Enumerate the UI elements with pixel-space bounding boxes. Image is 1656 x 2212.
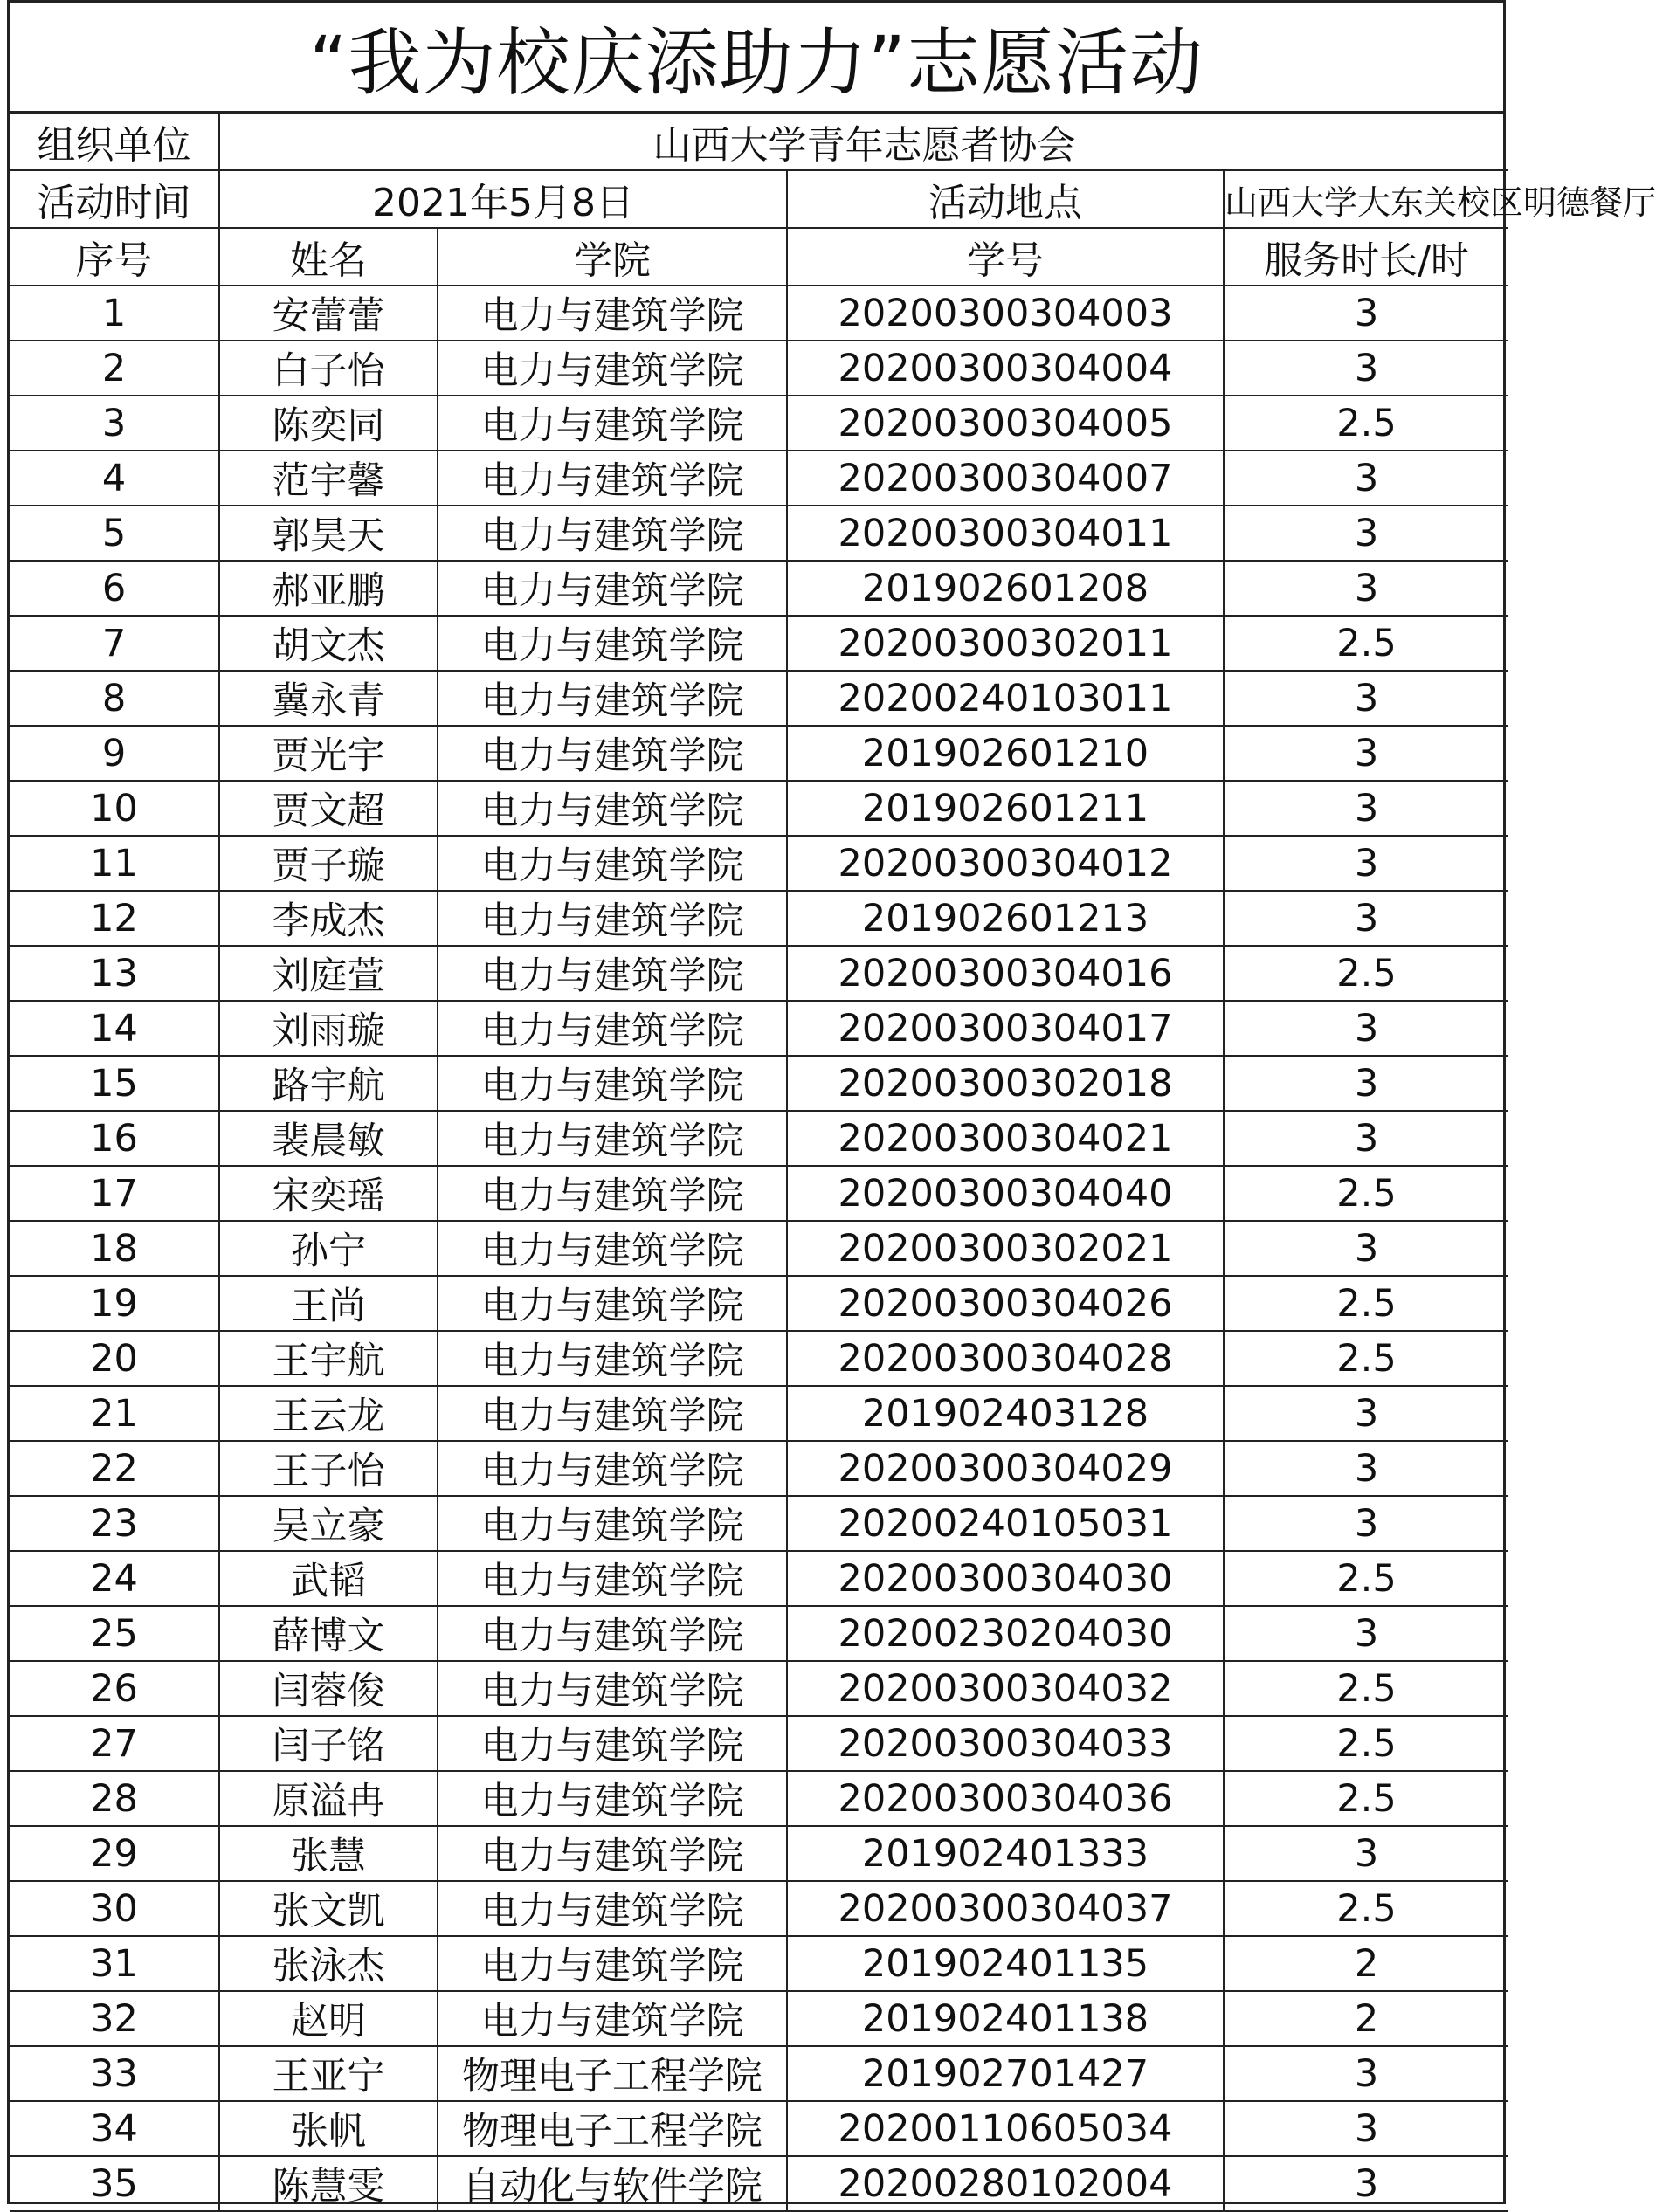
- cell-college: 电力与建筑学院: [438, 1606, 787, 1661]
- cell-name: 郝亚鹏: [219, 561, 438, 616]
- document-title: “我为校庆添助力”志愿活动: [10, 3, 1503, 114]
- table-row: [10, 1496, 1508, 1551]
- roster-table: [10, 114, 1656, 2212]
- cell-college: 电力与建筑学院: [438, 781, 787, 836]
- cell-student-id: 20200300304017: [787, 1001, 1224, 1056]
- cell-index: 32: [10, 1991, 219, 2046]
- cell-name: 宋奕瑶: [219, 1166, 438, 1221]
- cell-college: 电力与建筑学院: [438, 1386, 787, 1441]
- cell-name: 裴晨敏: [219, 1111, 438, 1166]
- cell-student-id: 20200110605034: [787, 2101, 1224, 2156]
- cell-index: 19: [10, 1276, 219, 1331]
- cell-hours: 3: [1224, 726, 1508, 781]
- cell-student-id: 20200300304016: [787, 946, 1224, 1001]
- cell-name: 张文凯: [219, 1881, 438, 1936]
- cell-name: 范宇馨: [219, 451, 438, 506]
- cell-index: 28: [10, 1771, 219, 1826]
- cell-college: 电力与建筑学院: [438, 1276, 787, 1331]
- cell-student-id: 20200300304003: [787, 286, 1224, 341]
- cell-index: 7: [10, 616, 219, 671]
- cell-college: 电力与建筑学院: [438, 616, 787, 671]
- cell-name: 路宇航: [219, 1056, 438, 1111]
- table-row: [10, 1001, 1508, 1056]
- cell-index: 29: [10, 1826, 219, 1881]
- cell-name: 陈奕同: [219, 396, 438, 451]
- cell-college: 电力与建筑学院: [438, 341, 787, 396]
- cell-name: 陈慧雯: [219, 2156, 438, 2211]
- table-row: [10, 1716, 1508, 1771]
- column-header-college: 学院: [438, 228, 787, 286]
- cell-student-id: 20200300304040: [787, 1166, 1224, 1221]
- table-row: [10, 946, 1508, 1001]
- cell-college: 电力与建筑学院: [438, 1826, 787, 1881]
- cell-name: 王子怡: [219, 1441, 438, 1496]
- cell-index: 17: [10, 1166, 219, 1221]
- cell-index: 16: [10, 1111, 219, 1166]
- cell-hours: 2.5: [1224, 1276, 1508, 1331]
- table-row: [10, 1826, 1508, 1881]
- cell-name: 王云龙: [219, 1386, 438, 1441]
- cell-index: 13: [10, 946, 219, 1001]
- cell-name: 贾文超: [219, 781, 438, 836]
- cell-name: 刘庭萱: [219, 946, 438, 1001]
- cell-hours: 3: [1224, 1386, 1508, 1441]
- cell-college: 电力与建筑学院: [438, 1551, 787, 1606]
- table-row: [10, 1606, 1508, 1661]
- cell-index: 14: [10, 1001, 219, 1056]
- cell-college: 物理电子工程学院: [438, 2046, 787, 2101]
- cell-index: 3: [10, 396, 219, 451]
- cell-hours: 3: [1224, 1606, 1508, 1661]
- table-row: [10, 1991, 1508, 2046]
- cell-student-id: 20200300304032: [787, 1661, 1224, 1716]
- table-row: [10, 506, 1508, 561]
- table-row: [10, 2101, 1508, 2156]
- cell-index: 2: [10, 341, 219, 396]
- table-row: [10, 616, 1508, 671]
- table-row: [10, 726, 1508, 781]
- table-row: [10, 1386, 1508, 1441]
- cell-index: 20: [10, 1331, 219, 1386]
- cell-college: 电力与建筑学院: [438, 1936, 787, 1991]
- cell-student-id: 20200300304029: [787, 1441, 1224, 1496]
- cell-student-id: 201902601211: [787, 781, 1224, 836]
- cell-student-id: 201902401333: [787, 1826, 1224, 1881]
- table-row: [10, 286, 1508, 341]
- table-row: [10, 1881, 1508, 1936]
- cell-student-id: 20200300302018: [787, 1056, 1224, 1111]
- cell-hours: 3: [1224, 561, 1508, 616]
- cell-hours: 3: [1224, 1001, 1508, 1056]
- cell-student-id: 20200300304028: [787, 1331, 1224, 1386]
- cell-college: 电力与建筑学院: [438, 1991, 787, 2046]
- cell-student-id: 20200300304037: [787, 1881, 1224, 1936]
- cell-index: 10: [10, 781, 219, 836]
- cell-student-id: 201902601210: [787, 726, 1224, 781]
- cell-hours: 2.5: [1224, 1166, 1508, 1221]
- cell-index: 31: [10, 1936, 219, 1991]
- cell-college: 电力与建筑学院: [438, 1661, 787, 1716]
- table-row: [10, 1276, 1508, 1331]
- cell-college: 电力与建筑学院: [438, 1441, 787, 1496]
- cell-hours: 2: [1224, 1936, 1508, 1991]
- cell-hours: 3: [1224, 1221, 1508, 1276]
- cell-student-id: 201902701427: [787, 2046, 1224, 2101]
- column-header-index: 序号: [10, 228, 219, 286]
- cell-student-id: 20200300304005: [787, 396, 1224, 451]
- cell-hours: 3: [1224, 1111, 1508, 1166]
- cell-name: 张慧: [219, 1826, 438, 1881]
- cell-index: 15: [10, 1056, 219, 1111]
- cell-student-id: 20200240103011: [787, 671, 1224, 726]
- table-row: [10, 561, 1508, 616]
- table-row: [10, 891, 1508, 946]
- cell-student-id: 20200300304026: [787, 1276, 1224, 1331]
- org-value: 山西大学青年志愿者协会: [219, 114, 1508, 170]
- table-row: [10, 781, 1508, 836]
- cell-college: 电力与建筑学院: [438, 1881, 787, 1936]
- cell-index: 22: [10, 1441, 219, 1496]
- cell-college: 电力与建筑学院: [438, 396, 787, 451]
- cell-student-id: 201902401138: [787, 1991, 1224, 2046]
- time-label: 活动时间: [10, 170, 219, 228]
- cell-college: 电力与建筑学院: [438, 1716, 787, 1771]
- cell-hours: 3: [1224, 836, 1508, 891]
- cell-college: 电力与建筑学院: [438, 1221, 787, 1276]
- cell-student-id: 20200300304021: [787, 1111, 1224, 1166]
- cell-college: 电力与建筑学院: [438, 1056, 787, 1111]
- table-row: [10, 1936, 1508, 1991]
- cell-hours: 3: [1224, 341, 1508, 396]
- table-row: [10, 1771, 1508, 1826]
- cell-index: 6: [10, 561, 219, 616]
- cell-hours: 3: [1224, 2046, 1508, 2101]
- cell-hours: 3: [1224, 451, 1508, 506]
- cell-student-id: 20200300304033: [787, 1716, 1224, 1771]
- cell-name: 白子怡: [219, 341, 438, 396]
- table-row: [10, 451, 1508, 506]
- cell-index: 26: [10, 1661, 219, 1716]
- cell-college: 电力与建筑学院: [438, 561, 787, 616]
- cell-college: 电力与建筑学院: [438, 946, 787, 1001]
- cell-name: 闫蓉俊: [219, 1661, 438, 1716]
- cell-college: 电力与建筑学院: [438, 891, 787, 946]
- cell-name: 吴立豪: [219, 1496, 438, 1551]
- cell-hours: 2.5: [1224, 1551, 1508, 1606]
- cell-name: 王宇航: [219, 1331, 438, 1386]
- meta-row-organizer: [10, 114, 1508, 170]
- table-row: [10, 1331, 1508, 1386]
- cell-hours: 3: [1224, 2101, 1508, 2156]
- table-row: [10, 341, 1508, 396]
- cell-college: 电力与建筑学院: [438, 451, 787, 506]
- cell-hours: 3: [1224, 781, 1508, 836]
- cell-student-id: 20200300302011: [787, 616, 1224, 671]
- table-row: [10, 836, 1508, 891]
- cell-hours: 2.5: [1224, 1331, 1508, 1386]
- cell-index: 25: [10, 1606, 219, 1661]
- cell-name: 安蕾蕾: [219, 286, 438, 341]
- cell-index: 1: [10, 286, 219, 341]
- table-row: [10, 1056, 1508, 1111]
- cell-student-id: 20200300304011: [787, 506, 1224, 561]
- cell-name: 王尚: [219, 1276, 438, 1331]
- cell-student-id: 20200280102004: [787, 2156, 1224, 2211]
- cell-hours: 3: [1224, 286, 1508, 341]
- place-label: 活动地点: [787, 170, 1224, 228]
- cell-index: 33: [10, 2046, 219, 2101]
- cell-hours: 3: [1224, 1826, 1508, 1881]
- table-row: [10, 396, 1508, 451]
- cell-college: 电力与建筑学院: [438, 1166, 787, 1221]
- cell-college: 电力与建筑学院: [438, 1001, 787, 1056]
- cell-student-id: 201902403128: [787, 1386, 1224, 1441]
- cell-student-id: 20200300304004: [787, 341, 1224, 396]
- cell-index: 11: [10, 836, 219, 891]
- cell-college: 电力与建筑学院: [438, 671, 787, 726]
- cell-name: 薛博文: [219, 1606, 438, 1661]
- cell-name: 武韬: [219, 1551, 438, 1606]
- cell-hours: 2.5: [1224, 396, 1508, 451]
- cell-student-id: 20200300304036: [787, 1771, 1224, 1826]
- cell-index: 4: [10, 451, 219, 506]
- cell-index: 9: [10, 726, 219, 781]
- column-header-student-id: 学号: [787, 228, 1224, 286]
- cell-hours: 2.5: [1224, 1661, 1508, 1716]
- meta-row-time-place: [10, 170, 1508, 228]
- cell-index: 34: [10, 2101, 219, 2156]
- cell-college: 电力与建筑学院: [438, 726, 787, 781]
- table-row: [10, 2156, 1508, 2211]
- cell-index: 12: [10, 891, 219, 946]
- cell-hours: 2.5: [1224, 616, 1508, 671]
- table-row: [10, 1441, 1508, 1496]
- cell-index: 21: [10, 1386, 219, 1441]
- cell-name: 贾子璇: [219, 836, 438, 891]
- cell-student-id: 201902601213: [787, 891, 1224, 946]
- cell-student-id: 20200300304007: [787, 451, 1224, 506]
- cell-student-id: 20200300304012: [787, 836, 1224, 891]
- cell-college: 电力与建筑学院: [438, 506, 787, 561]
- cell-name: 刘雨璇: [219, 1001, 438, 1056]
- table-row: [10, 1166, 1508, 1221]
- cell-college: 自动化与软件学院: [438, 2156, 787, 2211]
- cell-index: 24: [10, 1551, 219, 1606]
- cell-student-id: 201902401135: [787, 1936, 1224, 1991]
- cell-college: 电力与建筑学院: [438, 1771, 787, 1826]
- cell-hours: 3: [1224, 2156, 1508, 2211]
- cell-hours: 2.5: [1224, 1881, 1508, 1936]
- cell-hours: 2.5: [1224, 946, 1508, 1001]
- cell-college: 电力与建筑学院: [438, 1331, 787, 1386]
- cell-hours: 3: [1224, 671, 1508, 726]
- cell-hours: 3: [1224, 506, 1508, 561]
- cell-name: 闫子铭: [219, 1716, 438, 1771]
- column-header-hours: 服务时长/时: [1224, 228, 1508, 286]
- cell-hours: 3: [1224, 891, 1508, 946]
- cell-student-id: 20200240105031: [787, 1496, 1224, 1551]
- cell-name: 郭昊天: [219, 506, 438, 561]
- cell-student-id: 20200300304030: [787, 1551, 1224, 1606]
- table-row: [10, 1221, 1508, 1276]
- org-label: 组织单位: [10, 114, 219, 170]
- column-header-name: 姓名: [219, 228, 438, 286]
- cell-index: 5: [10, 506, 219, 561]
- volunteer-roster-sheet: [7, 0, 1656, 2209]
- cell-name: 张帆: [219, 2101, 438, 2156]
- cell-college: 物理电子工程学院: [438, 2101, 787, 2156]
- cell-hours: 2.5: [1224, 1716, 1508, 1771]
- cell-student-id: 20200300302021: [787, 1221, 1224, 1276]
- cell-college: 电力与建筑学院: [438, 1111, 787, 1166]
- cell-name: 李成杰: [219, 891, 438, 946]
- cell-name: 原溢冉: [219, 1771, 438, 1826]
- cell-student-id: 20200230204030: [787, 1606, 1224, 1661]
- cell-index: 27: [10, 1716, 219, 1771]
- cell-name: 胡文杰: [219, 616, 438, 671]
- cell-name: 赵明: [219, 1991, 438, 2046]
- cell-name: 冀永青: [219, 671, 438, 726]
- cell-index: 35: [10, 2156, 219, 2211]
- cell-name: 王亚宁: [219, 2046, 438, 2101]
- cell-hours: 2.5: [1224, 1771, 1508, 1826]
- column-header-row: [10, 228, 1508, 286]
- cell-hours: 3: [1224, 1496, 1508, 1551]
- table-row: [10, 1111, 1508, 1166]
- cell-index: 30: [10, 1881, 219, 1936]
- cell-index: 23: [10, 1496, 219, 1551]
- table-row: [10, 1661, 1508, 1716]
- table-row: [10, 2046, 1508, 2101]
- cell-index: 8: [10, 671, 219, 726]
- place-value: 山西大学大东关校区明德餐厅: [1224, 170, 1508, 228]
- cell-student-id: 201902601208: [787, 561, 1224, 616]
- cell-name: 贾光宇: [219, 726, 438, 781]
- cell-college: 电力与建筑学院: [438, 1496, 787, 1551]
- cell-hours: 3: [1224, 1441, 1508, 1496]
- cell-name: 孙宁: [219, 1221, 438, 1276]
- table-row: [10, 671, 1508, 726]
- cell-hours: 2: [1224, 1991, 1508, 2046]
- table-row: [10, 1551, 1508, 1606]
- cell-hours: 3: [1224, 1056, 1508, 1111]
- time-value: 2021年5月8日: [219, 170, 787, 228]
- cell-index: 18: [10, 1221, 219, 1276]
- cell-college: 电力与建筑学院: [438, 286, 787, 341]
- cell-college: 电力与建筑学院: [438, 836, 787, 891]
- cell-name: 张泳杰: [219, 1936, 438, 1991]
